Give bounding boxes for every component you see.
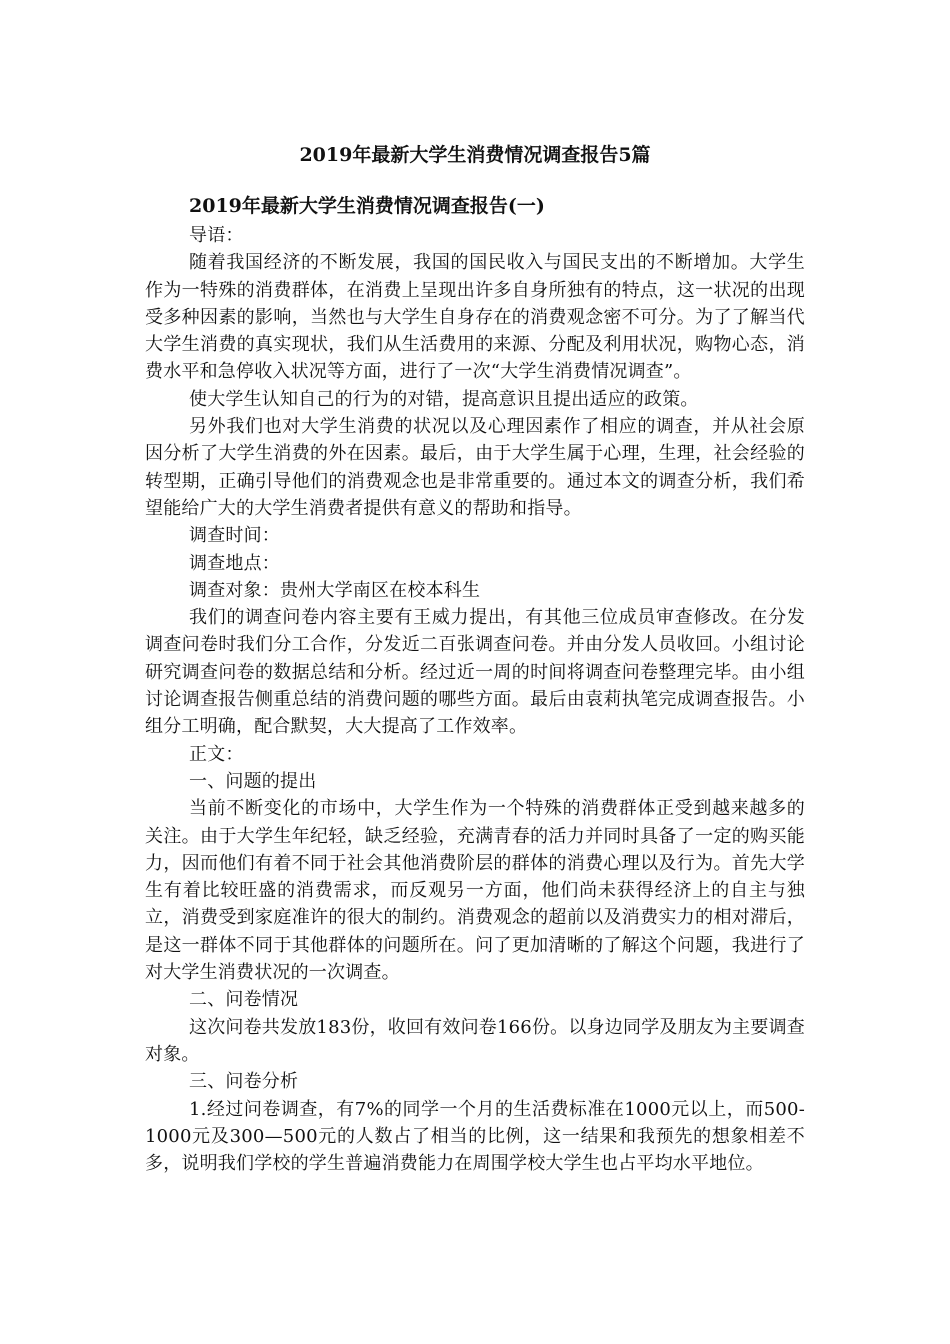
- document-body: [145, 222, 805, 1177]
- heading-questionnaire: 二、问卷情况: [189, 989, 299, 1011]
- paragraph-purpose: 使大学生认知自己的行为的对错，提高意识且提出适应的政策。: [189, 388, 699, 410]
- document-title: 2019年最新大学生消费情况调查报告5篇: [299, 144, 651, 166]
- section-title: 2019年最新大学生消费情况调查报告(一): [189, 195, 545, 217]
- paragraph-method: 我们的调查问卷内容主要有王威力提出，有其他三位成员审查修改。在分发调查问卷时我们分工合作，分发近二百张调查问卷。并由分发人员收回。小组讨论研究调查问卷的数据总结和分析。经过近一周的时间将调查问卷整理完毕。由小组讨论调查报告侧重总结的消费问题的哪些方面。最后由袁莉执笔完成调查报告。小组分工明确，配合默契，大大提高了工作效率。: [145, 607, 805, 738]
- paragraph-survey-time: 调查时间：: [189, 525, 280, 547]
- paragraph-main-text-label: 正文：: [189, 743, 244, 765]
- paragraph-analysis-1: 1.经过问卷调查，有7%的同学一个月的生活费标准在1000元以上，而500-1000元及300—500元的人数占了相当的比例，这一结果和我预先的想象相差不多，说明我们学校的学生普遍消费能力在周围学校大学生也占平均水平地位。: [145, 1098, 805, 1175]
- paragraph-psychology: 另外我们也对大学生消费的状况以及心理因素作了相应的调查，并从社会原因分析了大学生消费的外在因素。最后，由于大学生属于心理，生理，社会经验的转型期，正确引导他们的消费观念也是非常重要的。通过本文的调查分析，我们希望能给广大的大学生消费者提供有意义的帮助和指导。: [145, 416, 805, 519]
- heading-analysis: 三、问卷分析: [189, 1071, 299, 1093]
- paragraph-questionnaire: 这次问卷共发放183份，收回有效问卷166份。以身边同学及朋友为主要调查对象。: [145, 1016, 805, 1065]
- paragraph-problem: 当前不断变化的市场中，大学生作为一个特殊的消费群体正受到越来越多的关注。由于大学生年纪轻，缺乏经验，充满青春的活力并同时具备了一定的购买能力，因而他们有着不同于社会其他消费阶层的群体的消费心理以及行为。首先大学生有着比较旺盛的消费需求，而反观另一方面，他们尚未获得经济上的自主与独立，消费受到家庭准许的很大的制约。消费观念的超前以及消费实力的相对滞后，是这一群体不同于其他群体的问题所在。问了更加清晰的了解这个问题，我进行了对大学生消费状况的一次调查。: [145, 798, 805, 984]
- document-page: [145, 140, 805, 1177]
- paragraph-intro-label: 导语：: [189, 225, 244, 246]
- paragraph-survey-subject: 调查对象：贵州大学南区在校本科生: [189, 579, 481, 601]
- paragraph-survey-place: 调查地点：: [189, 552, 280, 574]
- paragraph-background: 随着我国经济的不断发展，我国的国民收入与国民支出的不断增加。大学生作为一特殊的消费群体，在消费上呈现出许多自身所独有的特点，这一状况的出现受多种因素的影响，当然也与大学生自身存在的消费观念密不可分。为了了解当代大学生消费的真实现状，我们从生活费用的来源、分配及利用状况，购物心态，消费水平和急停收入状况等方面，进行了一次“大学生消费情况调查”。: [145, 252, 805, 383]
- heading-problem: 一、问题的提出: [189, 770, 317, 792]
